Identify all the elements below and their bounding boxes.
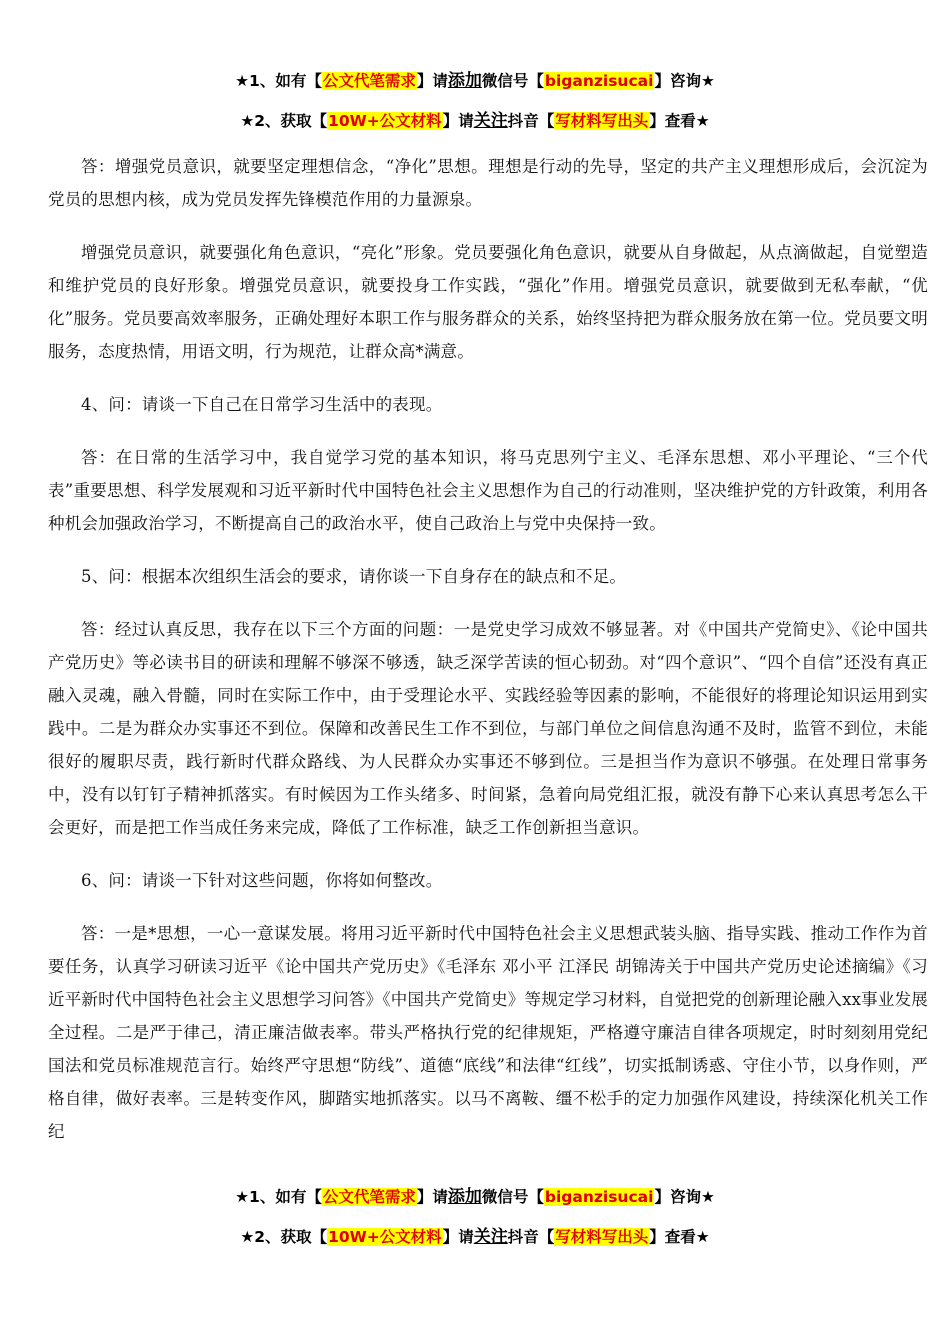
banner-text: 】咨询★ (654, 72, 715, 90)
highlight-text: 写材料写出头 (555, 112, 649, 130)
highlight-text: 10W+公文材料 (328, 1228, 442, 1246)
highlight-text: 公文代笔需求 (322, 1188, 416, 1206)
footer-banner-line-1 (0, 1186, 950, 1208)
banner-text: 】请 (416, 72, 448, 90)
banner-text: 微信号【 (481, 72, 544, 90)
banner-text: ★1、如有【 (235, 1188, 322, 1206)
paragraph: 答：经过认真反思，我存在以下三个方面的问题：一是党史学习成效不够显著。对《中国共产党简史》、《论中国共产党历史》等必读书目的研读和理解不够深不够透，缺乏深学苦读的恒心韧劲。对“四个意识”、“四个自信”还没有真正融入灵魂，融入骨髓，同时在实际工作中，由于受理论水平、实践经验等因素的影响，不能很好的将理论知识运用到实践中。二是为群众办实事还不到位。保障和改善民生工作不到位，与部门单位之间信息沟通不及时，监管不到位，未能很好的履职尽责，践行新时代群众路线、为人民群众办实事还不够到位。三是担当作为意识不够强。在处理日常事务中，没有以钉钉子精神抓落实。有时候因为工作头绪多、时间紧，急着向局党组汇报，就没有静下心来认真思考怎么干会更好，而是把工作当成任务来完成，降低了工作标准，缺乏工作创新担当意识。 (48, 620, 928, 837)
highlight-text: 写材料写出头 (555, 1228, 649, 1246)
underlined-text: 关注 (473, 111, 508, 131)
highlight-text: biganzisucai (544, 1188, 654, 1206)
question-paragraph: 4、问：请谈一下自己在日常学习生活中的表现。 (81, 395, 443, 414)
paragraph: 答：增强党员意识，就要坚定理想信念，“净化”思想。理想是行动的先导，坚定的共产主义理想形成后，会沉淀为党员的思想内核，成为党员发挥先锋模范作用的力量源泉。 (48, 157, 928, 209)
banner-text: 】请 (442, 1228, 474, 1246)
header-banner-line-1 (0, 70, 950, 92)
footer-banner-line-2 (0, 1226, 950, 1248)
banner-text: 微信号【 (481, 1188, 544, 1206)
header-banner-line-2 (0, 110, 950, 132)
highlight-text: 公文代笔需求 (322, 72, 416, 90)
banner-text: 】查看★ (649, 1228, 710, 1246)
paragraph: 答：在日常的生活学习中，我自觉学习党的基本知识，将马克思列宁主义、毛泽东思想、邓小平理论、“三个代表”重要思想、科学发展观和习近平新时代中国特色社会主义思想作为自己的行动准则，坚决维护党的方针政策，利用各种机会加强政治学习，不断提高自己的政治水平，使自己政治上与党中央保持一致。 (48, 448, 928, 533)
banner-text: 抖音【 (507, 1228, 555, 1246)
banner-text: ★2、获取【 (240, 1228, 328, 1246)
highlight-text: biganzisucai (544, 72, 654, 90)
paragraph: 增强党员意识，就要强化角色意识，“亮化”形象。党员要强化角色意识，就要从自身做起，从点滴做起，自觉塑造和维护党员的良好形象。增强党员意识，就要投身工作实践，“强化”作用。增强党员意识，就要做到无私奉献，“优化”服务。党员要高效率服务，正确处理好本职工作与服务群众的关系，始终坚持把为群众服务放在第一位。党员要文明服务，态度热情，用语文明，行为规范，让群众高*满意。 (48, 243, 928, 361)
banner-text: ★1、如有【 (235, 72, 322, 90)
underlined-text: 添加 (447, 1187, 482, 1207)
banner-text: 】咨询★ (654, 1188, 715, 1206)
banner-text: 抖音【 (507, 112, 555, 130)
banner-text: 】请 (442, 112, 474, 130)
document-body (48, 150, 928, 1168)
underlined-text: 关注 (473, 1227, 508, 1247)
banner-text: 】请 (416, 1188, 448, 1206)
banner-text: ★2、获取【 (240, 112, 328, 130)
banner-text: 】查看★ (649, 112, 710, 130)
paragraph: 答：一是*思想，一心一意谋发展。将用习近平新时代中国特色社会主义思想武装头脑、指导实践、推动工作作为首要任务，认真学习研读习近平《论中国共产党历史》《毛泽东 邓小平 江泽民 胡锦涛关于中国共产党历史论述摘编》《习近平新时代中国特色社会主义思想学习问答》《中国共产党简史》等规定学习材料，自觉把党的创新理论融入xx事业发展全过程。二是严于律己，清正廉洁做表率。带头严格执行党的纪律规矩，严格遵守廉洁自律各项规定，时时刻刻用党纪国法和党员标准规范言行。始终严守思想“防线”、道德“底线”和法律“红线”，切实抵制诱惑、守住小节，以身作则，严格自律，做好表率。三是转变作风，脚踏实地抓落实。以马不离鞍、缰不松手的定力加强作风建设，持续深化机关工作纪 (48, 924, 928, 1141)
highlight-text: 10W+公文材料 (328, 112, 442, 130)
underlined-text: 添加 (447, 71, 482, 91)
question-paragraph: 6、问：请谈一下针对这些问题，你将如何整改。 (81, 871, 443, 890)
question-paragraph: 5、问：根据本次组织生活会的要求，请你谈一下自身存在的缺点和不足。 (81, 567, 627, 586)
